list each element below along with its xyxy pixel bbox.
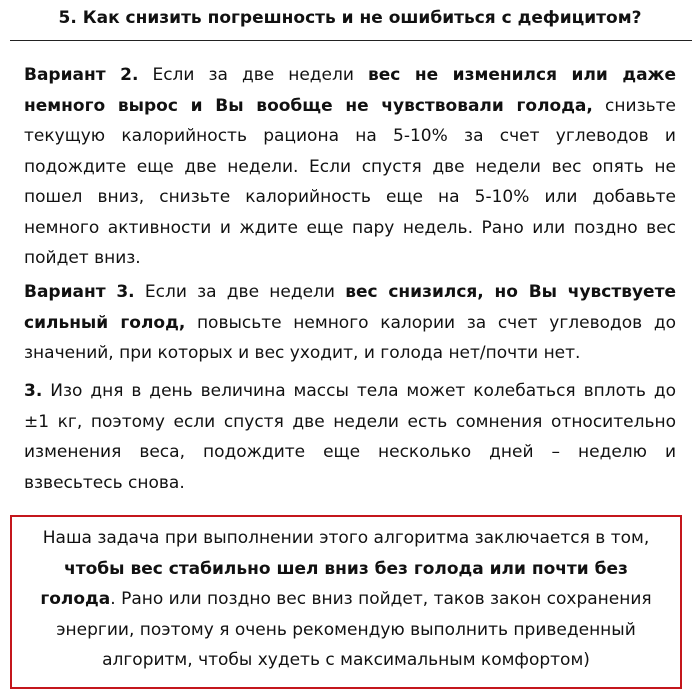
callout-emphasis: чтобы вес стабильно шел вниз без голода или почти без голода	[40, 558, 628, 609]
paragraph-variant-2	[24, 60, 676, 274]
variant-3-text-1: Если за две недели	[134, 282, 346, 302]
variant-2-emphasis: вес не изменился или даже немного вырос и Вы вообще не чувствовали голода,	[24, 65, 676, 116]
point-3-label: 3.	[24, 381, 43, 401]
paragraph-point-3	[24, 376, 676, 498]
point-3-text: Изо дня в день величина массы тела может колебаться вплоть до ±1 кг, поэтому если спустя две недели есть сомнения относительно изменения веса, подождите еще несколько дней – неделю и взвесьтесь снова.	[24, 381, 676, 493]
variant-2-text-1: Если за две недели	[138, 65, 368, 85]
variant-2-text-2: снизьте текущую калорийность рациона на 5-10% за счет углеводов и подождите еще две недели. Если спустя две недели вес опять не пошел вниз, снизьте калорийность еще на 5-10% или добавьте немного активности и ждите еще пару недель. Рано или поздно вес пойдет вниз.	[24, 95, 676, 268]
paragraph-variant-3	[24, 277, 676, 369]
callout-text-2: . Рано или поздно вес вниз пойдет, таков закон сохранения энергии, поэтому я очень рекомендую выполнить приведенный алгоритм, чтобы худеть с максимальным комфортом)	[56, 589, 652, 670]
title-underline	[10, 40, 692, 41]
callout-text-1: Наша задача при выполнении этого алгоритма заключается в том,	[42, 528, 650, 548]
variant-3-label: Вариант 3.	[24, 282, 135, 302]
variant-2-label: Вариант 2.	[24, 65, 139, 85]
variant-3-text-2: повысьте немного калории за счет углеводов до значений, при которых и вес уходит, и голода нет/почти нет.	[24, 312, 676, 363]
variant-3-emphasis: вес снизился, но Вы чувствуете сильный голод,	[24, 282, 676, 333]
callout-text	[12, 523, 680, 676]
callout-box	[10, 515, 682, 689]
page-title: 5. Как снизить погрешность и не ошибиться с дефицитом?	[58, 8, 642, 28]
